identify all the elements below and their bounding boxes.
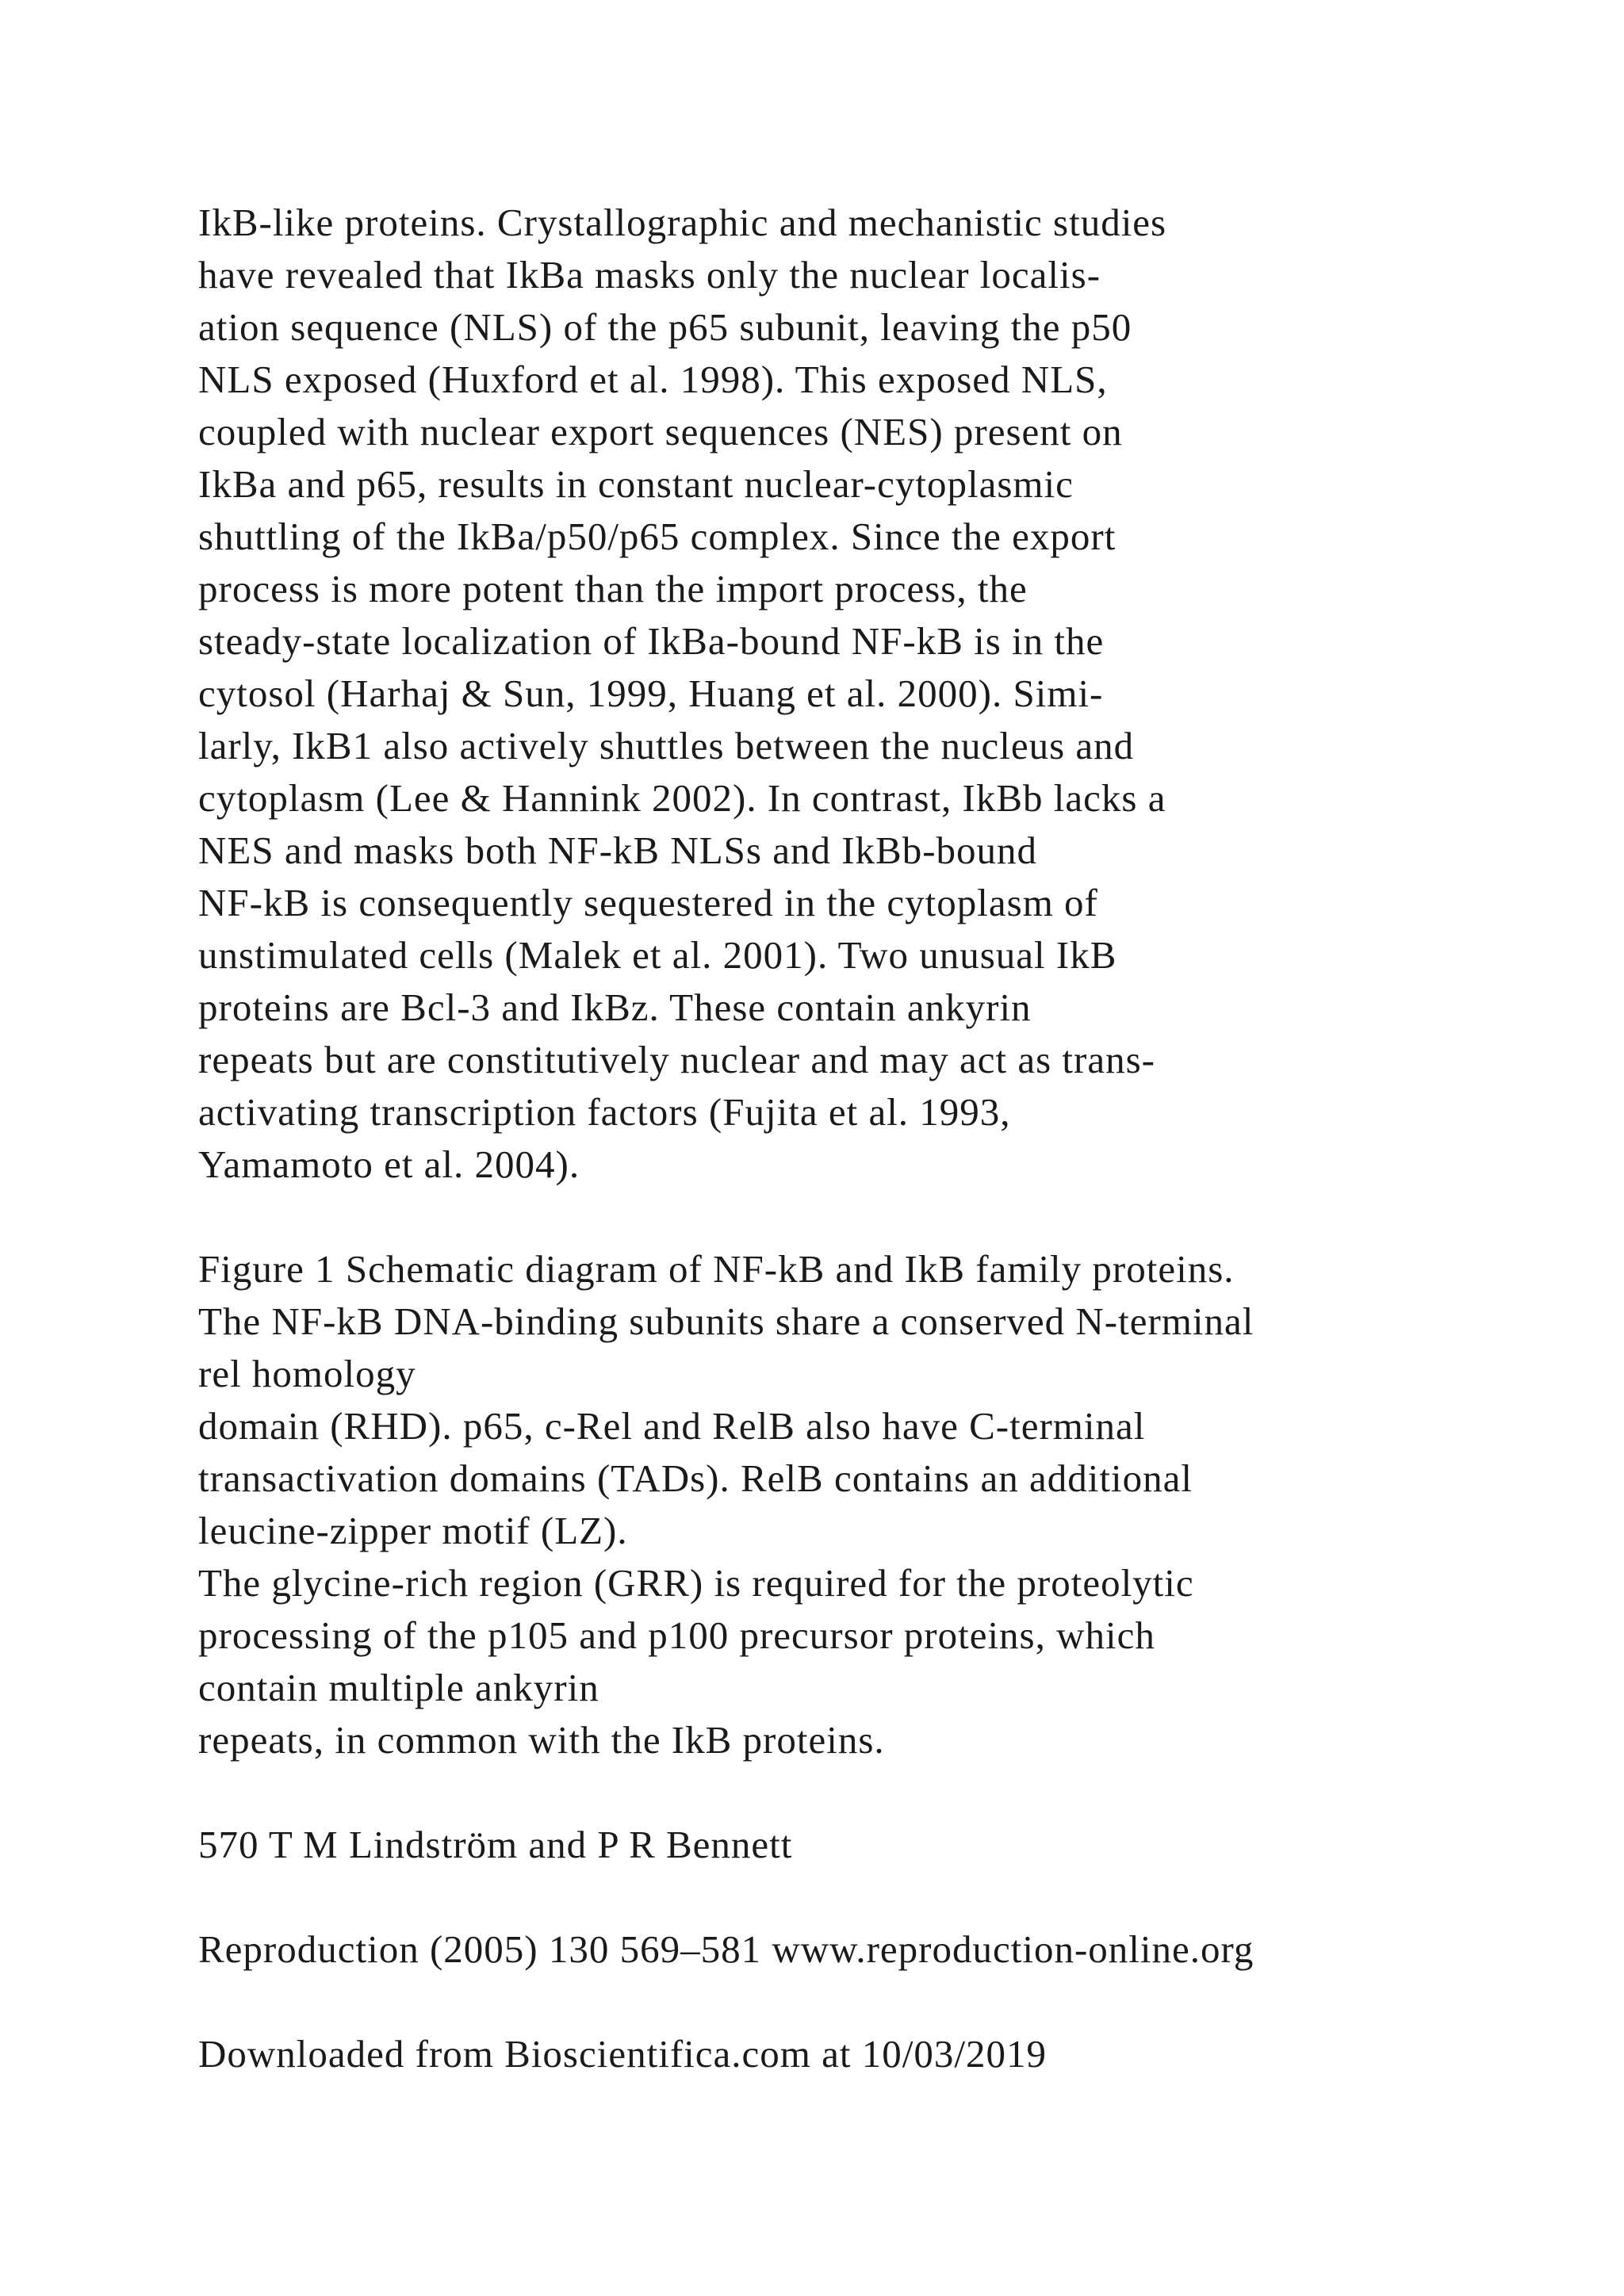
text-line: NF-kB is consequently sequestered in the cytoplasm of: [198, 881, 1098, 924]
document-page: [198, 197, 1594, 2080]
paragraph-spacer: [198, 1976, 1594, 2028]
text-line: shuttling of the IkBa/p50/p65 complex. Since the export: [198, 515, 1116, 558]
caption-line: leucine-zipper motif (LZ).: [198, 1509, 628, 1552]
caption-line: repeats, in common with the IkB proteins.: [198, 1718, 885, 1762]
text-line: activating transcription factors (Fujita et al. 1993,: [198, 1090, 1011, 1134]
text-line: process is more potent than the import process, the: [198, 567, 1028, 610]
caption-line: Figure 1 Schematic diagram of NF-kB and IkB family proteins.: [198, 1247, 1235, 1291]
download-notice-line: Downloaded from Bioscientifica.com at 10/03/2019: [198, 2032, 1047, 2076]
text-line: larly, IkB1 also actively shuttles between the nucleus and: [198, 724, 1135, 767]
journal-citation-line: Reproduction (2005) 130 569–581 www.reproduction-online.org: [198, 1927, 1254, 1971]
caption-line: rel homology: [198, 1352, 416, 1395]
paragraph-spacer: [198, 1191, 1594, 1243]
caption-line: The NF-kB DNA-binding subunits share a conserved N-terminal: [198, 1299, 1254, 1343]
text-line: NLS exposed (Huxford et al. 1998). This exposed NLS,: [198, 358, 1108, 401]
body-paragraph: [198, 197, 1594, 1191]
text-line: have revealed that IkBa masks only the nuclear localis-: [198, 253, 1101, 297]
caption-line: The glycine-rich region (GRR) is required for the proteolytic: [198, 1561, 1194, 1605]
text-line: unstimulated cells (Malek et al. 2001). Two unusual IkB: [198, 933, 1117, 977]
text-line: IkB-like proteins. Crystallographic and mechanistic studies: [198, 201, 1167, 244]
figure-caption: [198, 1243, 1594, 1766]
text-line: cytoplasm (Lee & Hannink 2002). In contrast, IkBb lacks a: [198, 776, 1166, 820]
paragraph-spacer: [198, 1766, 1594, 1819]
text-line: IkBa and p65, results in constant nuclear-cytoplasmic: [198, 462, 1074, 506]
text-line: cytosol (Harhaj & Sun, 1999, Huang et al. 2000). Simi-: [198, 672, 1104, 715]
caption-line: transactivation domains (TADs). RelB contains an additional: [198, 1456, 1193, 1500]
text-line: Yamamoto et al. 2004).: [198, 1142, 580, 1186]
caption-line: domain (RHD). p65, c-Rel and RelB also have C-terminal: [198, 1404, 1146, 1448]
text-line: NES and masks both NF-kB NLSs and IkBb-bound: [198, 828, 1038, 872]
text-line: proteins are Bcl-3 and IkBz. These contain ankyrin: [198, 985, 1032, 1029]
text-line: coupled with nuclear export sequences (NES) present on: [198, 410, 1123, 453]
text-line: ation sequence (NLS) of the p65 subunit, leaving the p50: [198, 305, 1132, 349]
caption-line: contain multiple ankyrin: [198, 1666, 599, 1709]
caption-line: processing of the p105 and p100 precursor proteins, which: [198, 1613, 1155, 1657]
page-header-line: 570 T M Lindström and P R Bennett: [198, 1823, 793, 1866]
text-line: steady-state localization of IkBa-bound NF-kB is in the: [198, 619, 1105, 663]
text-line: repeats but are constitutively nuclear and may act as trans-: [198, 1038, 1155, 1081]
paragraph-spacer: [198, 1871, 1594, 1923]
